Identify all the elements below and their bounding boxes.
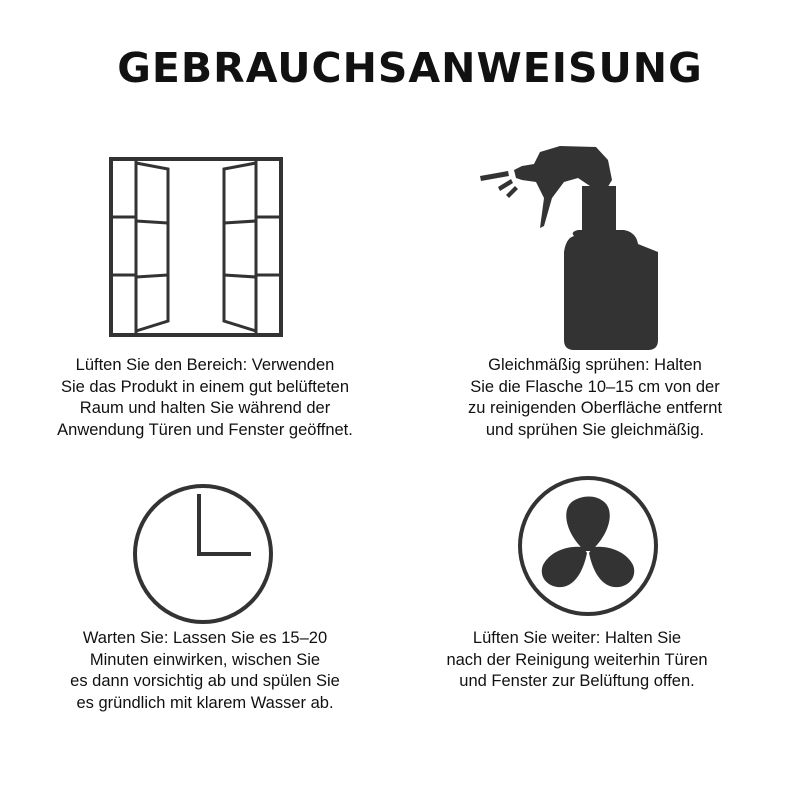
step-wait-text: Warten Sie: Lassen Sie es 15–20 Minuten einwirken, wischen Sie es dann vorsichtig ab und spülen Sie es gründlich mit klarem Wasser ab.: [70, 629, 340, 712]
page-title: GEBRAUCHSANWEISUNG: [117, 44, 703, 92]
open-window-icon: [108, 155, 284, 339]
clock-icon: [131, 482, 275, 626]
ventilation-fan-icon: [515, 473, 661, 619]
step-spray-text: Gleichmäßig sprühen: Halten Sie die Flasche 10–15 cm von der zu reinigenden Oberfläche entfernt und sprühen Sie gleichmäßig.: [467, 356, 723, 439]
step-ventilate-text: Lüften Sie den Bereich: Verwenden Sie das Produkt in einem gut belüfteten Raum und halten Sie während der Anwendung Türen und Fenster geöffnet.: [57, 356, 353, 439]
step-keep-ventilating-text: Lüften Sie weiter: Halten Sie nach der Reinigung weiterhin Türen und Fenster zur Belüftung offen.: [446, 629, 708, 690]
spray-bottle-icon: [478, 140, 668, 350]
